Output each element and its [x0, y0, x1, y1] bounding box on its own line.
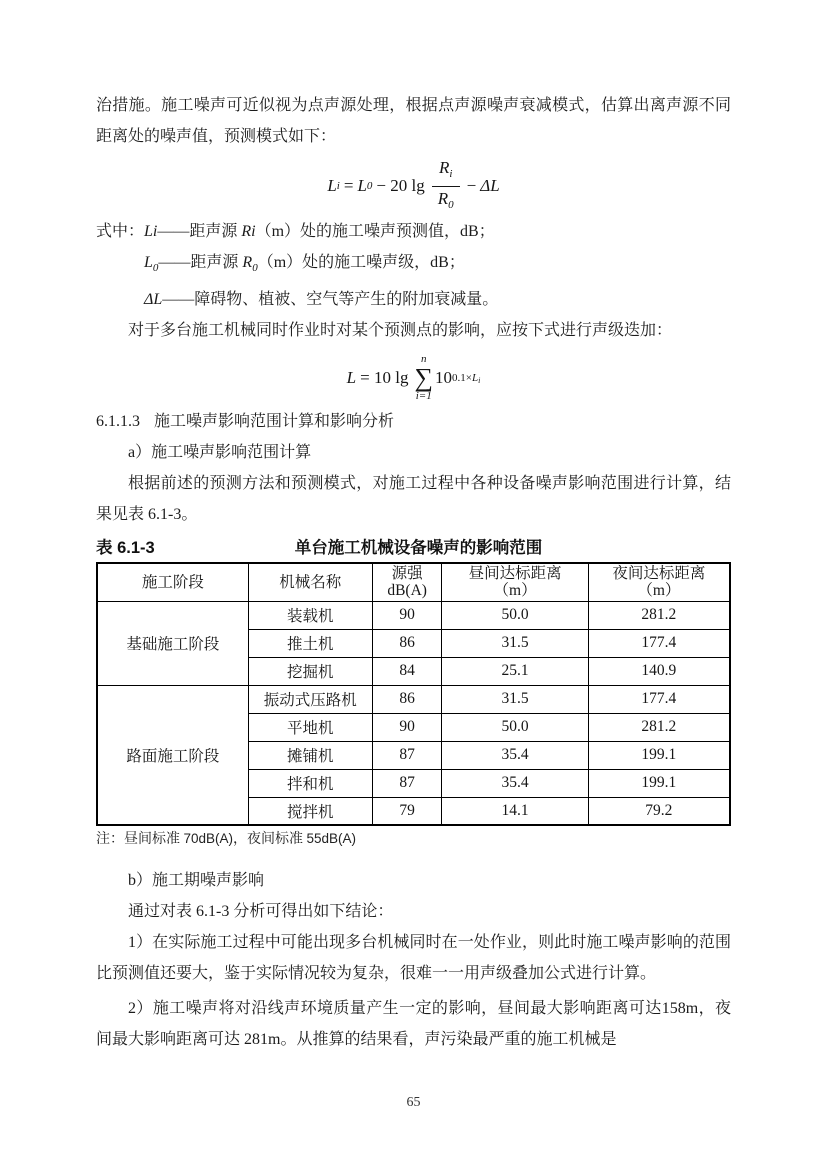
table-cell: 90 — [372, 601, 442, 629]
table-cell: 281.2 — [588, 601, 730, 629]
table-header-row — [97, 563, 730, 601]
formula-term: L — [357, 176, 367, 195]
formula-level-superposition — [96, 350, 731, 406]
table-cell: 177.4 — [588, 685, 730, 713]
symbol-ri: Ri — [241, 223, 256, 240]
item-a-label: a）施工噪声影响范围计算 — [128, 444, 312, 461]
table-cell: 挖掘机 — [248, 657, 372, 685]
section-number: 6.1.1.3 — [96, 413, 140, 430]
table-cell: 14.1 — [442, 797, 588, 825]
table-cell: 装载机 — [248, 601, 372, 629]
base-ten: 10 — [435, 368, 452, 387]
minus-20lg: − 20 lg — [376, 176, 425, 195]
where-line-dl: ΔL——障碍物、植被、空气等产生的附加衰减量。 — [144, 291, 499, 308]
paragraph-calc: 根据前述的预测方法和预测模式，对施工过程中各种设备噪声影响范围进行计算，结果见表 6.1-3。 — [96, 475, 731, 523]
table-cell: 推土机 — [248, 629, 372, 657]
table-cell: 35.4 — [442, 741, 588, 769]
delta-l-term: ΔL — [480, 176, 500, 195]
table-cell: 177.4 — [588, 629, 730, 657]
header-day-distance: 昼间达标距离 （m） — [442, 563, 588, 601]
table-cell: 281.2 — [588, 713, 730, 741]
symbol-li: Li — [144, 223, 158, 240]
table-caption — [96, 536, 731, 562]
table-label: 表 6.1-3 — [96, 539, 155, 557]
item-b-label: b）施工期噪声影响 — [128, 872, 265, 889]
table-cell: 31.5 — [442, 629, 588, 657]
table-title: 单台施工机械设备噪声的影响范围 — [294, 539, 543, 557]
table-cell: 87 — [372, 769, 442, 797]
table-cell: 50.0 — [442, 713, 588, 741]
symbol-delta-l: ΔL — [144, 291, 163, 308]
table-cell: 79 — [372, 797, 442, 825]
day-standard-value: 70dB(A) — [183, 831, 234, 846]
minus-sign: − — [466, 176, 477, 195]
exponent: 0.1×Li — [452, 371, 481, 385]
summation-symbol: n ∑ i=1 — [414, 353, 433, 402]
header-machine: 机械名称 — [248, 563, 372, 601]
page-number: 65 — [406, 1095, 421, 1110]
table-cell: 拌和机 — [248, 769, 372, 797]
table-cell: 25.1 — [442, 657, 588, 685]
table-cell: 86 — [372, 629, 442, 657]
formula-term: L — [346, 368, 357, 387]
paragraph-conclusion-1: 1）在实际施工过程中可能出现多台机械同时在一处作业，则此时施工噪声影响的范围比预测值还要大，鉴于实际情况较为复杂，很难一一用声级叠加公式进行计算。 — [96, 934, 731, 982]
stage-cell: 基础施工阶段 — [97, 601, 248, 685]
table-cell: 199.1 — [588, 769, 730, 797]
table-cell: 35.4 — [442, 769, 588, 797]
table-cell: 平地机 — [248, 713, 372, 741]
table-cell: 振动式压路机 — [248, 685, 372, 713]
equals-10lg: = 10 lg — [360, 368, 409, 387]
header-source: 源强 dB(A) — [372, 563, 442, 601]
table-cell: 140.9 — [588, 657, 730, 685]
where-line-l0: $L_0——$距声源 $R_0(m)$处的施工噪声级，dB； — [144, 254, 465, 274]
section-title: 施工噪声影响范围计算和影响分析 — [154, 413, 395, 430]
table-cell: 87 — [372, 741, 442, 769]
symbol-r0: R — [242, 254, 253, 271]
section-heading-6-1-1-3 — [96, 406, 731, 437]
table-cell: 79.2 — [588, 797, 730, 825]
header-night-distance: 夜间达标距离 （m） — [588, 563, 730, 601]
table-row — [97, 685, 730, 713]
night-standard-value: 55dB(A) — [306, 831, 357, 846]
paragraph-conclusion-2: 2）施工噪声将对沿线声环境质量产生一定的影响，昼间最大影响距离可达158m，夜间最大影响距离可达 281m。从推算的结果看，声污染最严重的施工机械是 — [96, 1000, 731, 1048]
noise-impact-table — [96, 562, 731, 826]
paragraph-intro: 治措施。施工噪声可近似视为点声源处理，根据点声源噪声衰减模式，估算出离声源不同距离处的噪声值，预测模式如下： — [96, 97, 731, 145]
paragraph-b1: 通过对表 6.1-3 分析可得出如下结论： — [128, 903, 394, 920]
formula-point-source-attenuation: L i = L 0 − 20 lg $\frac{R_i}{R_0}$ − ΔL — [96, 158, 731, 214]
table-cell: 199.1 — [588, 741, 730, 769]
table-cell: 31.5 — [442, 685, 588, 713]
stage-cell: 路面施工阶段 — [97, 685, 248, 825]
paragraph-multi-machine: 对于多台施工机械同时作业时对某个预测点的影响，应按下式进行声级迭加： — [128, 322, 673, 339]
table-cell: 90 — [372, 713, 442, 741]
table-cell: 摊铺机 — [248, 741, 372, 769]
header-stage: 施工阶段 — [97, 563, 248, 601]
equals-sign: = — [343, 176, 354, 195]
table-cell: 50.0 — [442, 601, 588, 629]
table-note: 注：昼间标准 70dB(A)，夜间标准 55dB(A) — [96, 831, 357, 847]
formula-term: L — [327, 176, 337, 195]
table-row — [97, 601, 730, 629]
fraction-ri-r0: $\frac{R_i}{R_0}$ — [432, 157, 460, 216]
symbol-l0: L — [144, 254, 153, 271]
table-cell: 84 — [372, 657, 442, 685]
table-cell: 86 — [372, 685, 442, 713]
where-line-li: 式中：Li——距声源 Ri（m）处的施工噪声预测值，dB； — [96, 223, 495, 240]
table-cell: 搅拌机 — [248, 797, 372, 825]
